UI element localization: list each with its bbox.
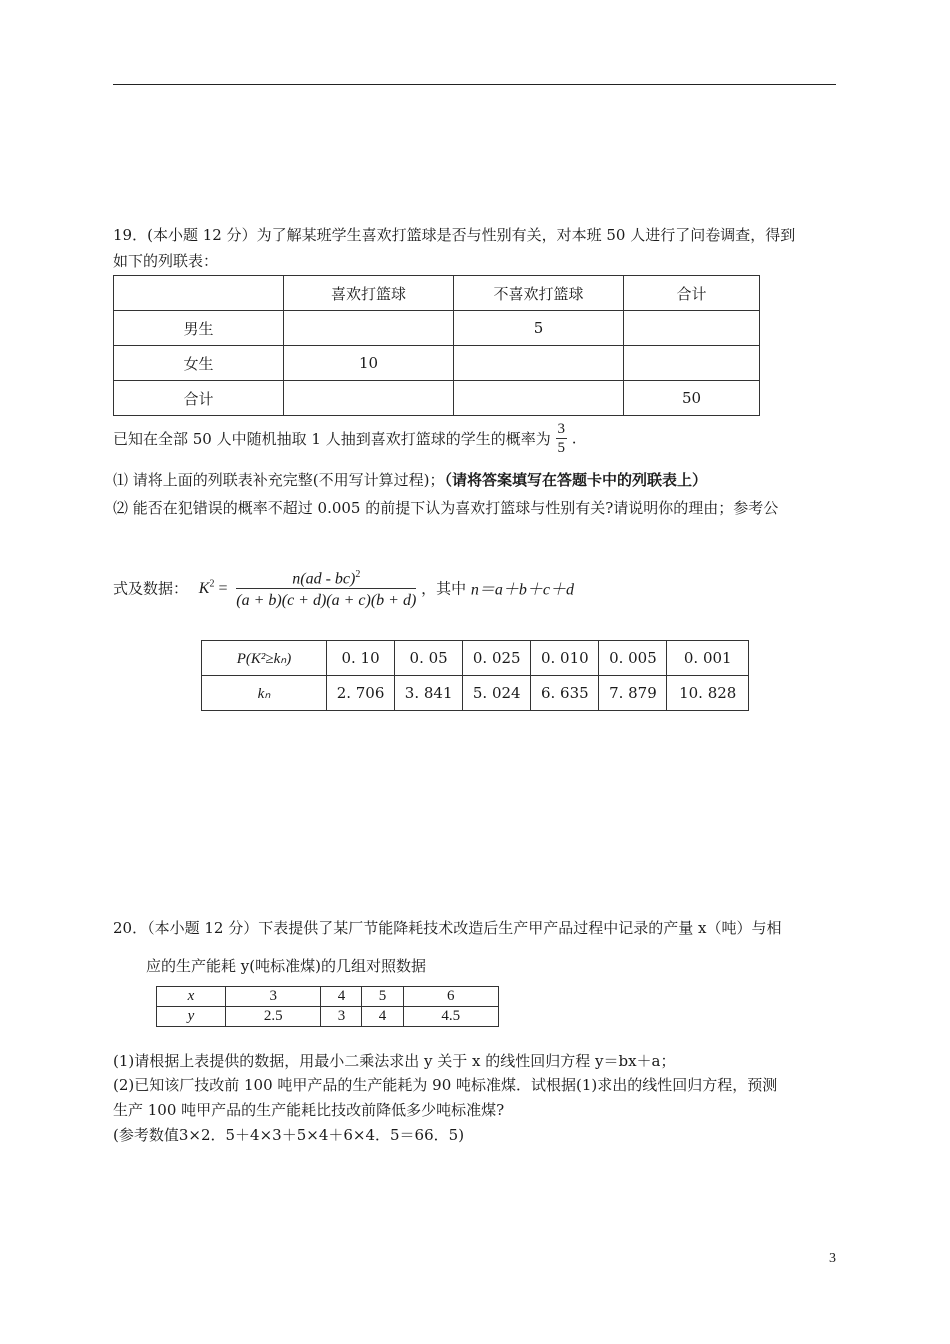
table-cell: y bbox=[157, 1007, 226, 1027]
table-cell bbox=[114, 276, 284, 311]
q19-probability-line bbox=[113, 420, 577, 457]
formula-label: 式及数据： bbox=[113, 579, 189, 598]
table-row bbox=[114, 381, 760, 416]
table-cell: 10. 828 bbox=[667, 676, 749, 711]
table-cell: 0. 001 bbox=[667, 641, 749, 676]
q19-critical-value-table bbox=[201, 640, 749, 711]
fraction-numerator: 3 bbox=[557, 421, 565, 437]
table-row bbox=[114, 346, 760, 381]
table-cell: 0. 025 bbox=[463, 641, 531, 676]
table-cell: 3. 841 bbox=[395, 676, 463, 711]
q20-part1: (1)请根据上表提供的数据，用最小二乘法求出 y 关于 x 的线性回归方程 y＝bx＋a； bbox=[113, 1052, 676, 1070]
q19-part1 bbox=[113, 469, 707, 490]
table-cell: 2. 706 bbox=[327, 676, 395, 711]
table-cell: 0. 10 bbox=[327, 641, 395, 676]
table-cell: 合计 bbox=[114, 381, 284, 416]
table-cell: 3 bbox=[321, 1007, 362, 1027]
table-cell: 6 bbox=[403, 987, 498, 1007]
table-row bbox=[202, 641, 749, 676]
table-cell: 0. 010 bbox=[531, 641, 599, 676]
table-header: 喜欢打篮球 bbox=[284, 276, 454, 311]
table-cell: 7. 879 bbox=[599, 676, 667, 711]
table-cell: P(K²≥kₙ) bbox=[202, 641, 327, 676]
q20-intro-line1: 20．（本小题 12 分）下表提供了某厂节能降耗技术改造后生产甲产品过程中记录的产量 x（吨）与相 bbox=[113, 919, 782, 937]
table-cell: 3 bbox=[226, 987, 321, 1007]
table-cell: 男生 bbox=[114, 311, 284, 346]
table-cell: 6. 635 bbox=[531, 676, 599, 711]
q20-data-table bbox=[156, 986, 499, 1027]
table-header: 合计 bbox=[624, 276, 760, 311]
table-row bbox=[114, 311, 760, 346]
fraction-denominator: 5 bbox=[557, 440, 565, 456]
table-cell bbox=[284, 381, 454, 416]
table-cell: 5 bbox=[454, 311, 624, 346]
formula-lhs: $K^2$ = bbox=[198, 578, 228, 597]
table-cell: 4 bbox=[321, 987, 362, 1007]
table-cell: 4.5 bbox=[403, 1007, 498, 1027]
probability-text: 已知在全部 50 人中随机抽取 1 人抽到喜欢打篮球的学生的概率为 bbox=[113, 430, 551, 448]
q19-part2: ⑵ 能否在犯错误的概率不超过 0.005 的前提下认为喜欢打篮球与性别有关?请说明你的理由；参考公 bbox=[113, 499, 779, 517]
q20-reference-values: (参考数值3×2．5＋4×3＋5×4＋6×4．5＝66．5) bbox=[113, 1126, 465, 1144]
chi-square-fraction bbox=[236, 566, 416, 610]
table-header: 不喜欢打篮球 bbox=[454, 276, 624, 311]
probability-end: . bbox=[571, 429, 577, 448]
q20-part2-line2: 生产 100 吨甲产品的生产能耗比技改前降低多少吨标准煤? bbox=[113, 1101, 505, 1119]
table-cell: 50 bbox=[624, 381, 760, 416]
table-row bbox=[157, 1007, 499, 1027]
formula-where: ，其中 bbox=[421, 579, 471, 598]
table-cell: x bbox=[157, 987, 226, 1007]
table-header-row bbox=[114, 276, 760, 311]
table-cell: 女生 bbox=[114, 346, 284, 381]
part1-text: ⑴ 请将上面的列联表补充完整(不用写计算过程)； bbox=[113, 471, 445, 489]
formula-denominator: (a + b)(c + d)(a + c)(b + d) bbox=[236, 592, 417, 610]
q20-intro-line2: 应的生产能耗 y(吨标准煤)的几组对照数据 bbox=[146, 957, 426, 975]
probability-fraction bbox=[556, 420, 568, 457]
q20-part2-line1: (2)已知该厂技改前 100 吨甲产品的生产能耗为 90 吨标准煤．试根据(1)求出的线性回归方程，预测 bbox=[113, 1076, 778, 1094]
table-cell bbox=[624, 346, 760, 381]
table-cell: 5. 024 bbox=[463, 676, 531, 711]
q19-contingency-table bbox=[113, 275, 760, 416]
table-cell bbox=[624, 311, 760, 346]
q19-intro-line2: 如下的列联表： bbox=[113, 252, 219, 270]
formula-numerator: n(ad - bc)$^2$ bbox=[236, 566, 416, 589]
q19-formula-line bbox=[113, 566, 574, 610]
table-cell bbox=[454, 381, 624, 416]
table-cell: 5 bbox=[362, 987, 403, 1007]
table-cell: 10 bbox=[284, 346, 454, 381]
page-number: 3 bbox=[829, 1251, 836, 1266]
formula-where-expr: n＝a＋b＋c＋d bbox=[470, 581, 574, 599]
part1-bold-note: （请将答案填写在答题卡中的列联表上） bbox=[444, 471, 707, 489]
table-row bbox=[202, 676, 749, 711]
table-row bbox=[157, 987, 499, 1007]
table-cell bbox=[454, 346, 624, 381]
q19-intro-line1: 19．(本小题 12 分）为了解某班学生喜欢打篮球是否与性别有关，对本班 50 人进行了问卷调查，得到 bbox=[113, 226, 796, 244]
header-rule bbox=[113, 84, 836, 85]
table-cell: 0. 05 bbox=[395, 641, 463, 676]
table-cell: kₙ bbox=[202, 676, 327, 711]
table-cell bbox=[284, 311, 454, 346]
table-cell: 0. 005 bbox=[599, 641, 667, 676]
table-cell: 4 bbox=[362, 1007, 403, 1027]
table-cell: 2.5 bbox=[226, 1007, 321, 1027]
